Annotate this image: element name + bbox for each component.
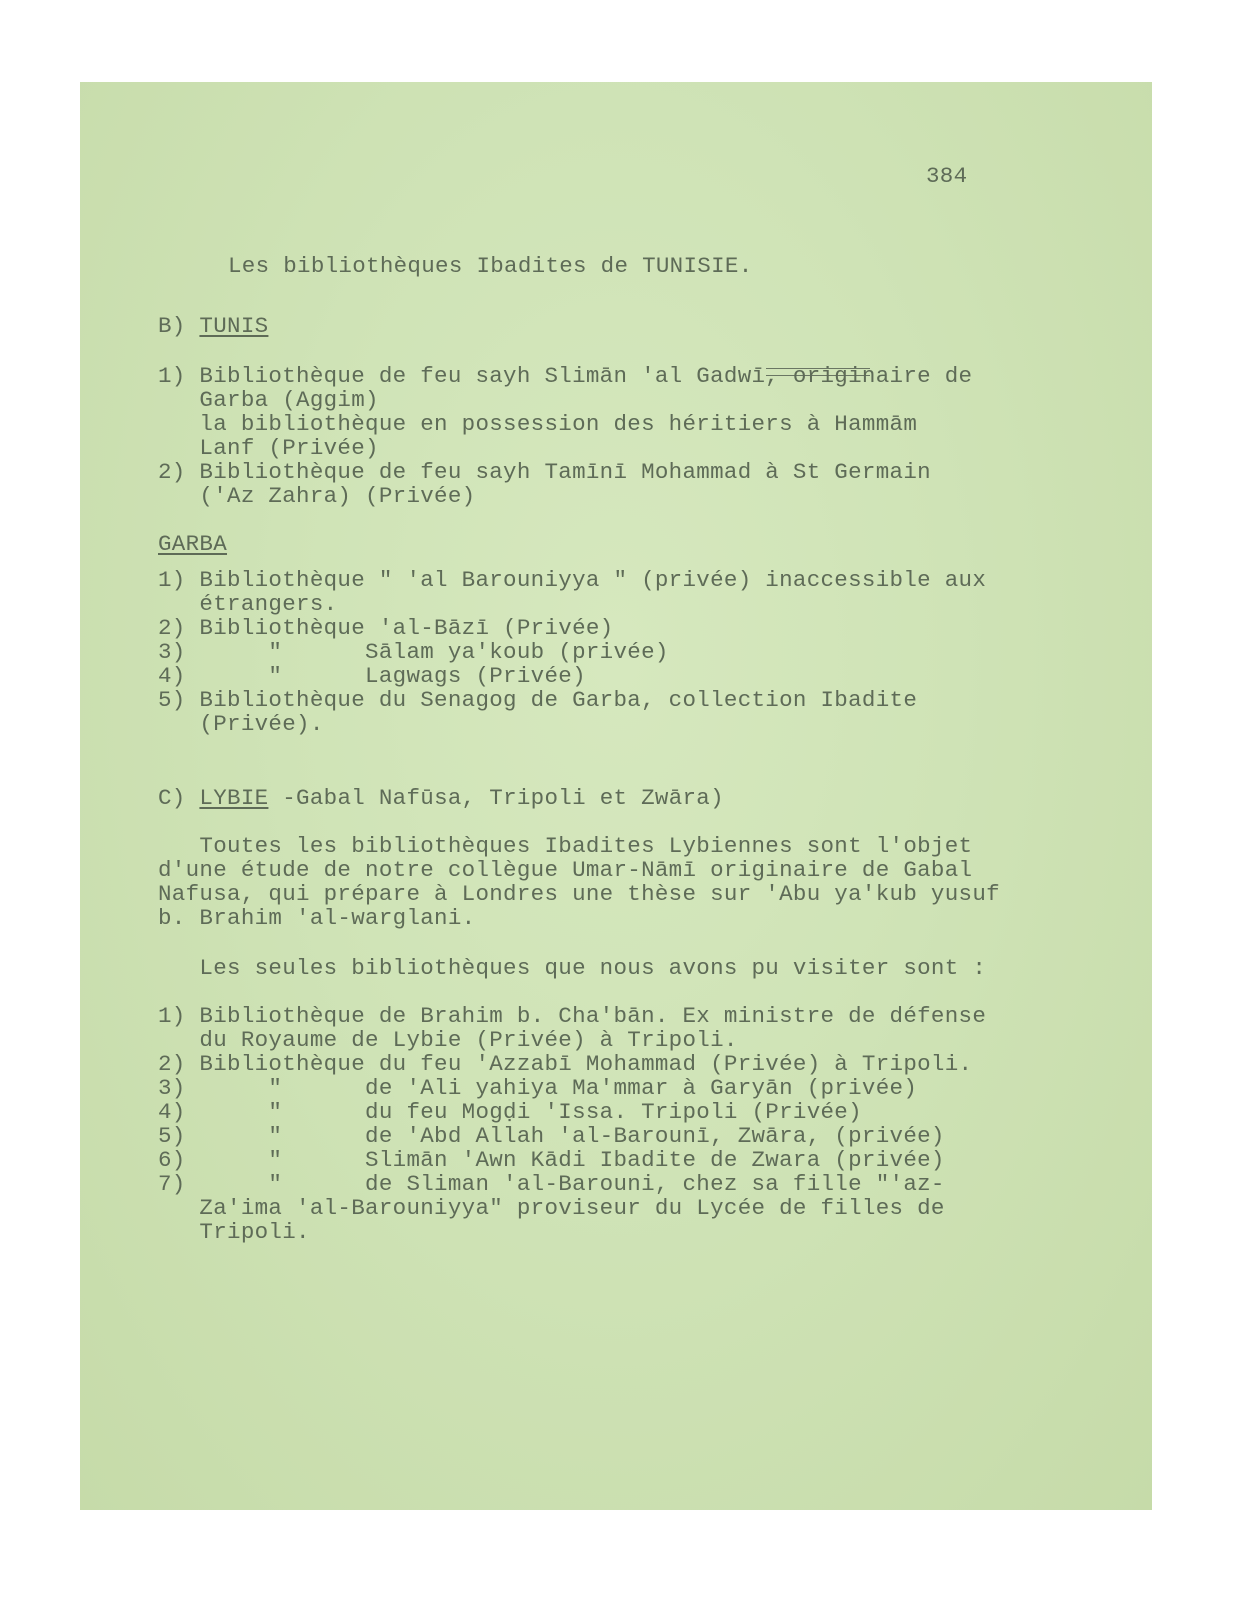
page-number: 384 bbox=[926, 163, 968, 189]
lybie-line: 3) " de 'Ali yahiya Ma'mmar à Garyān (privée) bbox=[158, 1075, 918, 1101]
garba-line: 3) " Sālam ya'koub (privée) bbox=[158, 639, 669, 665]
garba-line: (Privée). bbox=[158, 711, 324, 737]
page-title bbox=[228, 254, 753, 278]
lybie-line: 2) Bibliothèque du feu 'Azzabī Mohammad (Privée) à Tripoli. bbox=[158, 1051, 973, 1077]
section-b-marker: B) bbox=[158, 313, 186, 339]
garba-line: 5) Bibliothèque du Senagog de Garba, collection Ibadite bbox=[158, 687, 918, 713]
tunis-line: 1) Bibliothèque de feu sayh Slimān 'al Gadwī, originaire de bbox=[158, 363, 973, 389]
tunis-line: 2) Bibliothèque de feu sayh Tamīnī Mohammad à St Germain bbox=[158, 459, 931, 485]
lybie-line: 6) " Slimān 'Awn Kādi Ibadite de Zwara (privée) bbox=[158, 1147, 945, 1173]
lybie-line: Za'ima 'al-Barouniyya" proviseur du Lycée de filles de bbox=[158, 1195, 945, 1221]
section-c-subtitle: -Gabal Nafūsa, Tripoli et Zwāra) bbox=[268, 785, 724, 811]
lybie-paragraph-line: Toutes les bibliothèques Ibadites Lybiennes sont l'objet bbox=[158, 833, 973, 859]
lybie-paragraph-line: Nafusa, qui prépare à Londres une thèse sur 'Abu ya'kub yusuf bbox=[158, 881, 1000, 907]
page-title-country: TUNISIE bbox=[642, 253, 739, 279]
lybie-line: 7) " de Sliman 'al-Barouni, chez sa fille "'az- bbox=[158, 1171, 945, 1197]
garba-line: étrangers. bbox=[158, 591, 338, 617]
lybie-line: 5) " de 'Abd Allah 'al-Barounī, Zwāra, (privée) bbox=[158, 1123, 945, 1149]
section-b-heading bbox=[158, 314, 268, 338]
section-c-heading bbox=[158, 786, 724, 810]
lybie-line: Tripoli. bbox=[158, 1219, 310, 1245]
tunis-line: Garba (Aggim) bbox=[158, 387, 379, 413]
section-c-title: LYBIE bbox=[199, 785, 269, 811]
tunis-line: ('Az Zahra) (Privée) bbox=[158, 483, 476, 509]
garba-line: 4) " Lagwags (Privée) bbox=[158, 663, 586, 689]
garba-line: 2) Bibliothèque 'al-Bāzī (Privée) bbox=[158, 615, 614, 641]
lybie-paragraph-line: d'une étude de notre collègue Umar-Nāmī originaire de Gabal bbox=[158, 857, 973, 883]
lybie-paragraph-line: b. Brahim 'al-warglani. bbox=[158, 905, 476, 931]
section-b-title: TUNIS bbox=[199, 313, 269, 339]
garba-line: 1) Bibliothèque " 'al Barouniyya " (privée) inaccessible aux bbox=[158, 567, 987, 593]
page-title-text: Les bibliothèques Ibadites de bbox=[228, 253, 629, 279]
lybie-intro: Les seules bibliothèques que nous avons pu visiter sont : bbox=[158, 955, 987, 981]
lybie-line: du Royaume de Lybie (Privée) à Tripoli. bbox=[158, 1027, 738, 1053]
tunis-line: la bibliothèque en possession des héritiers à Hammām bbox=[158, 411, 918, 437]
page-title-end: . bbox=[738, 253, 753, 279]
tunis-line: Lanf (Privée) bbox=[158, 435, 379, 461]
garba-heading: GARBA bbox=[158, 531, 228, 557]
lybie-line: 1) Bibliothèque de Brahim b. Cha'bān. Ex ministre de défense bbox=[158, 1003, 987, 1029]
section-c-marker: C) bbox=[158, 785, 186, 811]
lybie-line: 4) " du feu Mogḍi 'Issa. Tripoli (Privée) bbox=[158, 1099, 862, 1125]
document-page bbox=[80, 82, 1152, 1510]
